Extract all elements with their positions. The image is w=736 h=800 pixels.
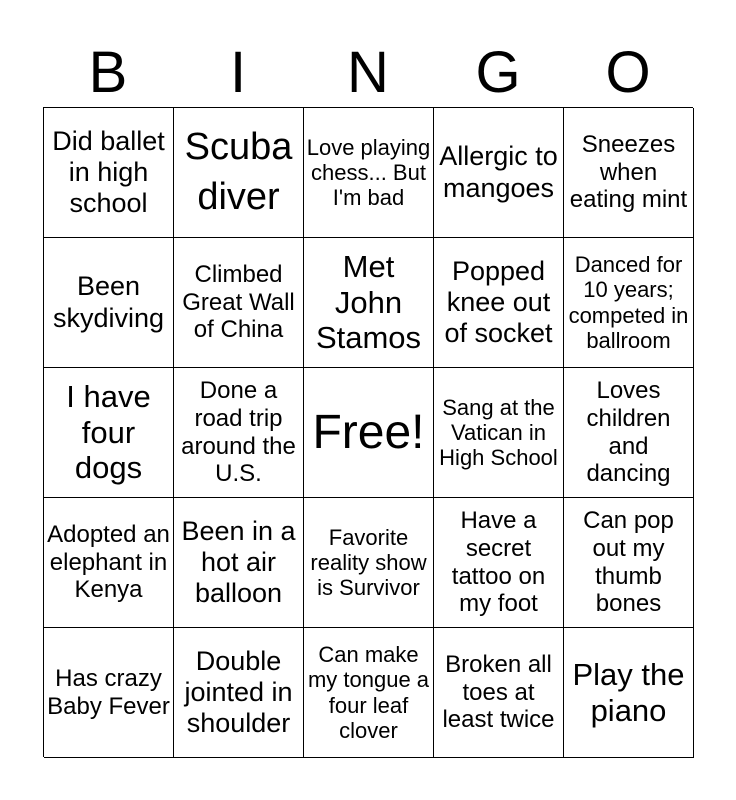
bingo-cell[interactable]: Broken all toes at least twice <box>434 628 564 758</box>
header-letter-g: G <box>475 40 521 105</box>
bingo-cell[interactable]: Did ballet in high school <box>44 108 174 238</box>
bingo-cell[interactable]: Favorite reality show is Survivor <box>304 498 434 628</box>
header-letter-n: N <box>347 40 389 105</box>
header-letter-b: B <box>88 40 128 105</box>
bingo-cell[interactable]: Sang at the Vatican in High School <box>434 368 564 498</box>
bingo-cell[interactable]: Play the piano <box>564 628 694 758</box>
bingo-cell[interactable]: Popped knee out of socket <box>434 238 564 368</box>
bingo-cell[interactable]: Been skydiving <box>44 238 174 368</box>
bingo-header <box>43 40 693 106</box>
bingo-cell[interactable]: Danced for 10 years; competed in ballroom <box>564 238 694 368</box>
bingo-cell[interactable]: Love playing chess... But I'm bad <box>304 108 434 238</box>
bingo-cell[interactable]: Done a road trip around the U.S. <box>174 368 304 498</box>
header-letter-o: O <box>605 40 651 105</box>
bingo-cell[interactable]: I have four dogs <box>44 368 174 498</box>
bingo-cell[interactable]: Sneezes when eating mint <box>564 108 694 238</box>
bingo-cell[interactable]: Adopted an elephant in Kenya <box>44 498 174 628</box>
free-space-cell[interactable]: Free! <box>304 368 434 498</box>
bingo-cell[interactable]: Have a secret tattoo on my foot <box>434 498 564 628</box>
bingo-cell[interactable]: Loves children and dancing <box>564 368 694 498</box>
bingo-cell[interactable]: Has crazy Baby Fever <box>44 628 174 758</box>
bingo-cell[interactable]: Scuba diver <box>174 108 304 238</box>
bingo-cell[interactable]: Met John Stamos <box>304 238 434 368</box>
bingo-cell[interactable]: Allergic to mangoes <box>434 108 564 238</box>
bingo-cell[interactable]: Can pop out my thumb bones <box>564 498 694 628</box>
header-letter-i: I <box>229 40 247 105</box>
bingo-cell[interactable]: Double jointed in shoulder <box>174 628 304 758</box>
bingo-board <box>43 107 693 757</box>
bingo-cell[interactable]: Been in a hot air balloon <box>174 498 304 628</box>
bingo-cell[interactable]: Climbed Great Wall of China <box>174 238 304 368</box>
bingo-cell[interactable]: Can make my tongue a four leaf clover <box>304 628 434 758</box>
